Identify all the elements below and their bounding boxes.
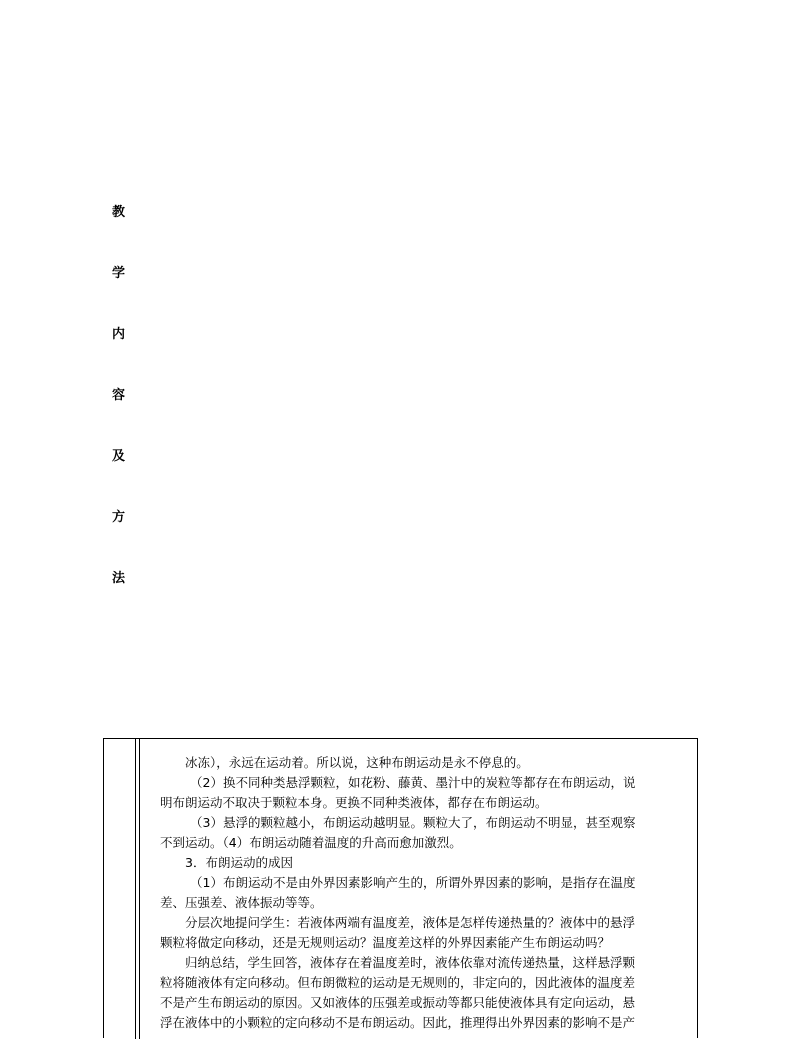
content-line: 颗粒将做定向移动，还是无规则运动？温度差这样的外界因素能产生布朗运动吗？ [160,935,611,950]
content-line: 3．布朗运动的成因 [185,855,293,870]
side-label-char: 及 [112,449,126,464]
content-line: （1）布朗运动不是由外界因素影响产生的，所谓外界因素的影响，是指存在温度 [190,875,636,890]
content-line: 差、压强差、液体振动等等。 [160,895,323,910]
side-label-char: 法 [112,571,126,586]
table-column-divider [136,739,140,1039]
content-line: 粒将随液体有定向移动。但布朗微粒的运动是无规则的，非定向的，因此液体的温度差 [160,975,636,990]
content-line: 冰冻），永远在运动着。所以说，这种布朗运动是永不停息的。 [185,755,529,770]
content-line: 不是产生布朗运动的原因。又如液体的压强差或振动等都只能使液体具有定向运动，悬 [160,995,636,1010]
content-line: 明布朗运动不取决于颗粒本身。更换不同种类液体，都存在布朗运动。 [160,795,548,810]
content-line: 浮在液体中的小颗粒的定向移动不是布朗运动。因此，推理得出外界因素的影响不是产 [160,1015,636,1030]
content-line: 不到运动。（4）布朗运动随着温度的升高而愈加激烈。 [160,835,462,850]
content-line: 分层次地提问学生：若液体两端有温度差，液体是怎样传递热量的？液体中的悬浮 [185,915,636,930]
content-line: （3）悬浮的颗粒越小，布朗运动越明显。颗粒大了，布朗运动不明显，甚至观察 [190,815,636,830]
side-label-char: 内 [112,327,126,342]
content-line: 归纳总结，学生回答，液体存在着温度差时，液体依靠对流传递热量，这样悬浮颗 [185,955,636,970]
content-line: （2）换不同种类悬浮颗粒，如花粉、藤黄、墨汁中的炭粒等都存在布朗运动，说 [190,775,636,790]
side-label-char: 容 [112,388,126,403]
side-label-char: 学 [112,266,126,281]
lesson-table [103,738,698,1038]
table-column-left [104,739,136,1039]
lesson-content [160,753,680,1033]
side-label-char: 教 [112,205,126,220]
side-label-char: 方 [112,510,126,525]
